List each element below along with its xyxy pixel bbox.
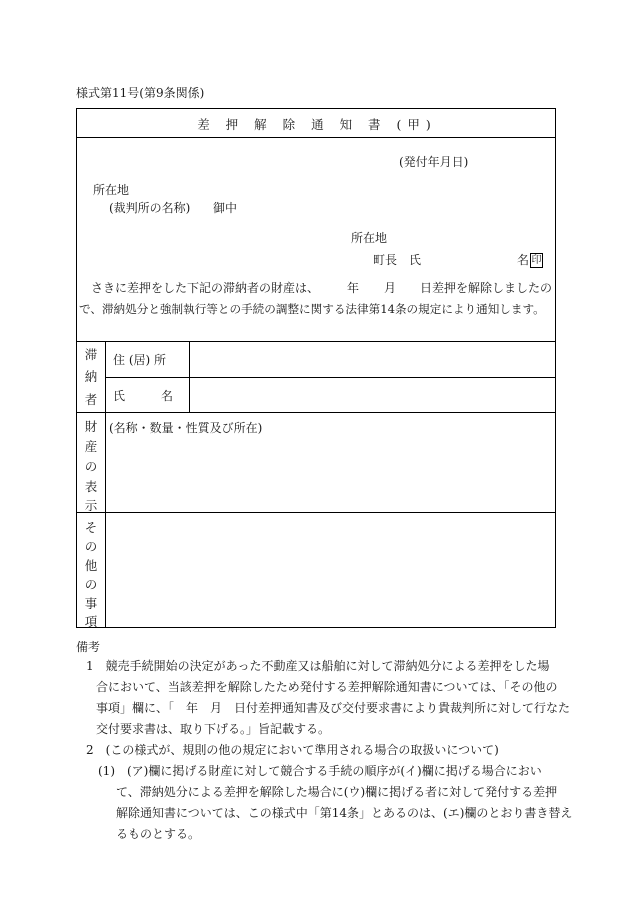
note-1-line: 合において、当該差押を解除したため発付する差押解除通知書については、「その他の — [96, 680, 558, 694]
recipient-honorific: 御中 — [213, 201, 238, 215]
delinquent-char: 納 — [84, 369, 98, 384]
divider — [77, 137, 555, 138]
note-1-line: 事項」欄に、「 年 月 日付差押通知書及び交付要求書により貴裁判所に対して行なた — [96, 701, 571, 715]
notice-form — [76, 108, 556, 628]
note-2-1-line: (1) (ア)欄に掲げる財産に対して競合する手続の順序が(イ)欄に掲げる場合におい — [98, 764, 542, 778]
form-number-label: 様式第11号(第9条関係) — [76, 86, 205, 100]
divider — [189, 341, 190, 412]
body-month: 月 — [384, 281, 397, 295]
other-matters-char: 項 — [84, 614, 98, 629]
note-2-1-line: 解除通知書については、この様式中「第14条」とあるのは、(エ)欄のとおり書き替え — [116, 806, 573, 820]
sender-mayor: 町長 氏 — [373, 253, 422, 267]
body-year: 年 — [347, 281, 360, 295]
name-suffix: 名 — [517, 253, 530, 267]
other-matters-char: 事 — [84, 596, 98, 611]
note-2-1-line: て、滞納処分による差押を解除した場合に(ウ)欄に掲げる者に対して発付する差押 — [116, 785, 558, 799]
note-1-line: 交付要求書は、取り下げる。」旨記載する。 — [96, 722, 331, 736]
other-matters-char: 他 — [84, 558, 98, 573]
address-field-label: 住 (居) 所 — [113, 353, 166, 367]
body-line2: で、滞納処分と強制執行等との手続の調整に関する法律第14条の規定により通知します。 — [79, 302, 545, 316]
divider — [77, 341, 555, 342]
note-2-1-line: るものとする。 — [116, 827, 201, 841]
notes-heading: 備考 — [76, 640, 101, 654]
property-hint: (名称・数量・性質及び所在) — [109, 421, 263, 435]
other-matters-char: の — [84, 539, 98, 554]
property-char: 示 — [84, 498, 98, 513]
note-2: 2 (この様式が、規則の他の規定において準用される場合の取扱いについて) — [86, 743, 499, 757]
note-1-line: 1 競売手続開始の決定があった不動産又は船舶に対して滞納処分による差押をした場 — [86, 659, 550, 673]
property-char: 表 — [84, 479, 98, 494]
property-char: 財 — [84, 419, 98, 434]
divider — [77, 412, 555, 413]
name-field-label: 氏 名 — [113, 389, 174, 403]
body-line1-part1: さきに差押をした下記の滞納者の財産は、 — [91, 281, 320, 295]
body-line1-part2: 日差押を解除しましたの — [420, 281, 553, 295]
divider — [77, 512, 555, 513]
property-char: 産 — [84, 439, 98, 454]
recipient-address-label: 所在地 — [93, 183, 130, 197]
delinquent-char: 者 — [84, 392, 98, 407]
recipient-court-name: (裁判所の名称) — [109, 201, 191, 215]
other-matters-char: の — [84, 577, 98, 592]
sender-name-seal — [517, 251, 543, 268]
property-char: の — [84, 459, 98, 474]
delinquent-char: 滞 — [84, 347, 98, 362]
issue-date: (発付年月日) — [399, 155, 469, 169]
sender-address-label: 所在地 — [351, 231, 388, 245]
divider — [105, 341, 106, 627]
other-matters-char: そ — [84, 520, 98, 535]
divider — [105, 377, 555, 378]
seal-mark: 印 — [531, 255, 542, 266]
document-title: 差 押 解 除 通 知 書 (甲) — [197, 117, 437, 132]
